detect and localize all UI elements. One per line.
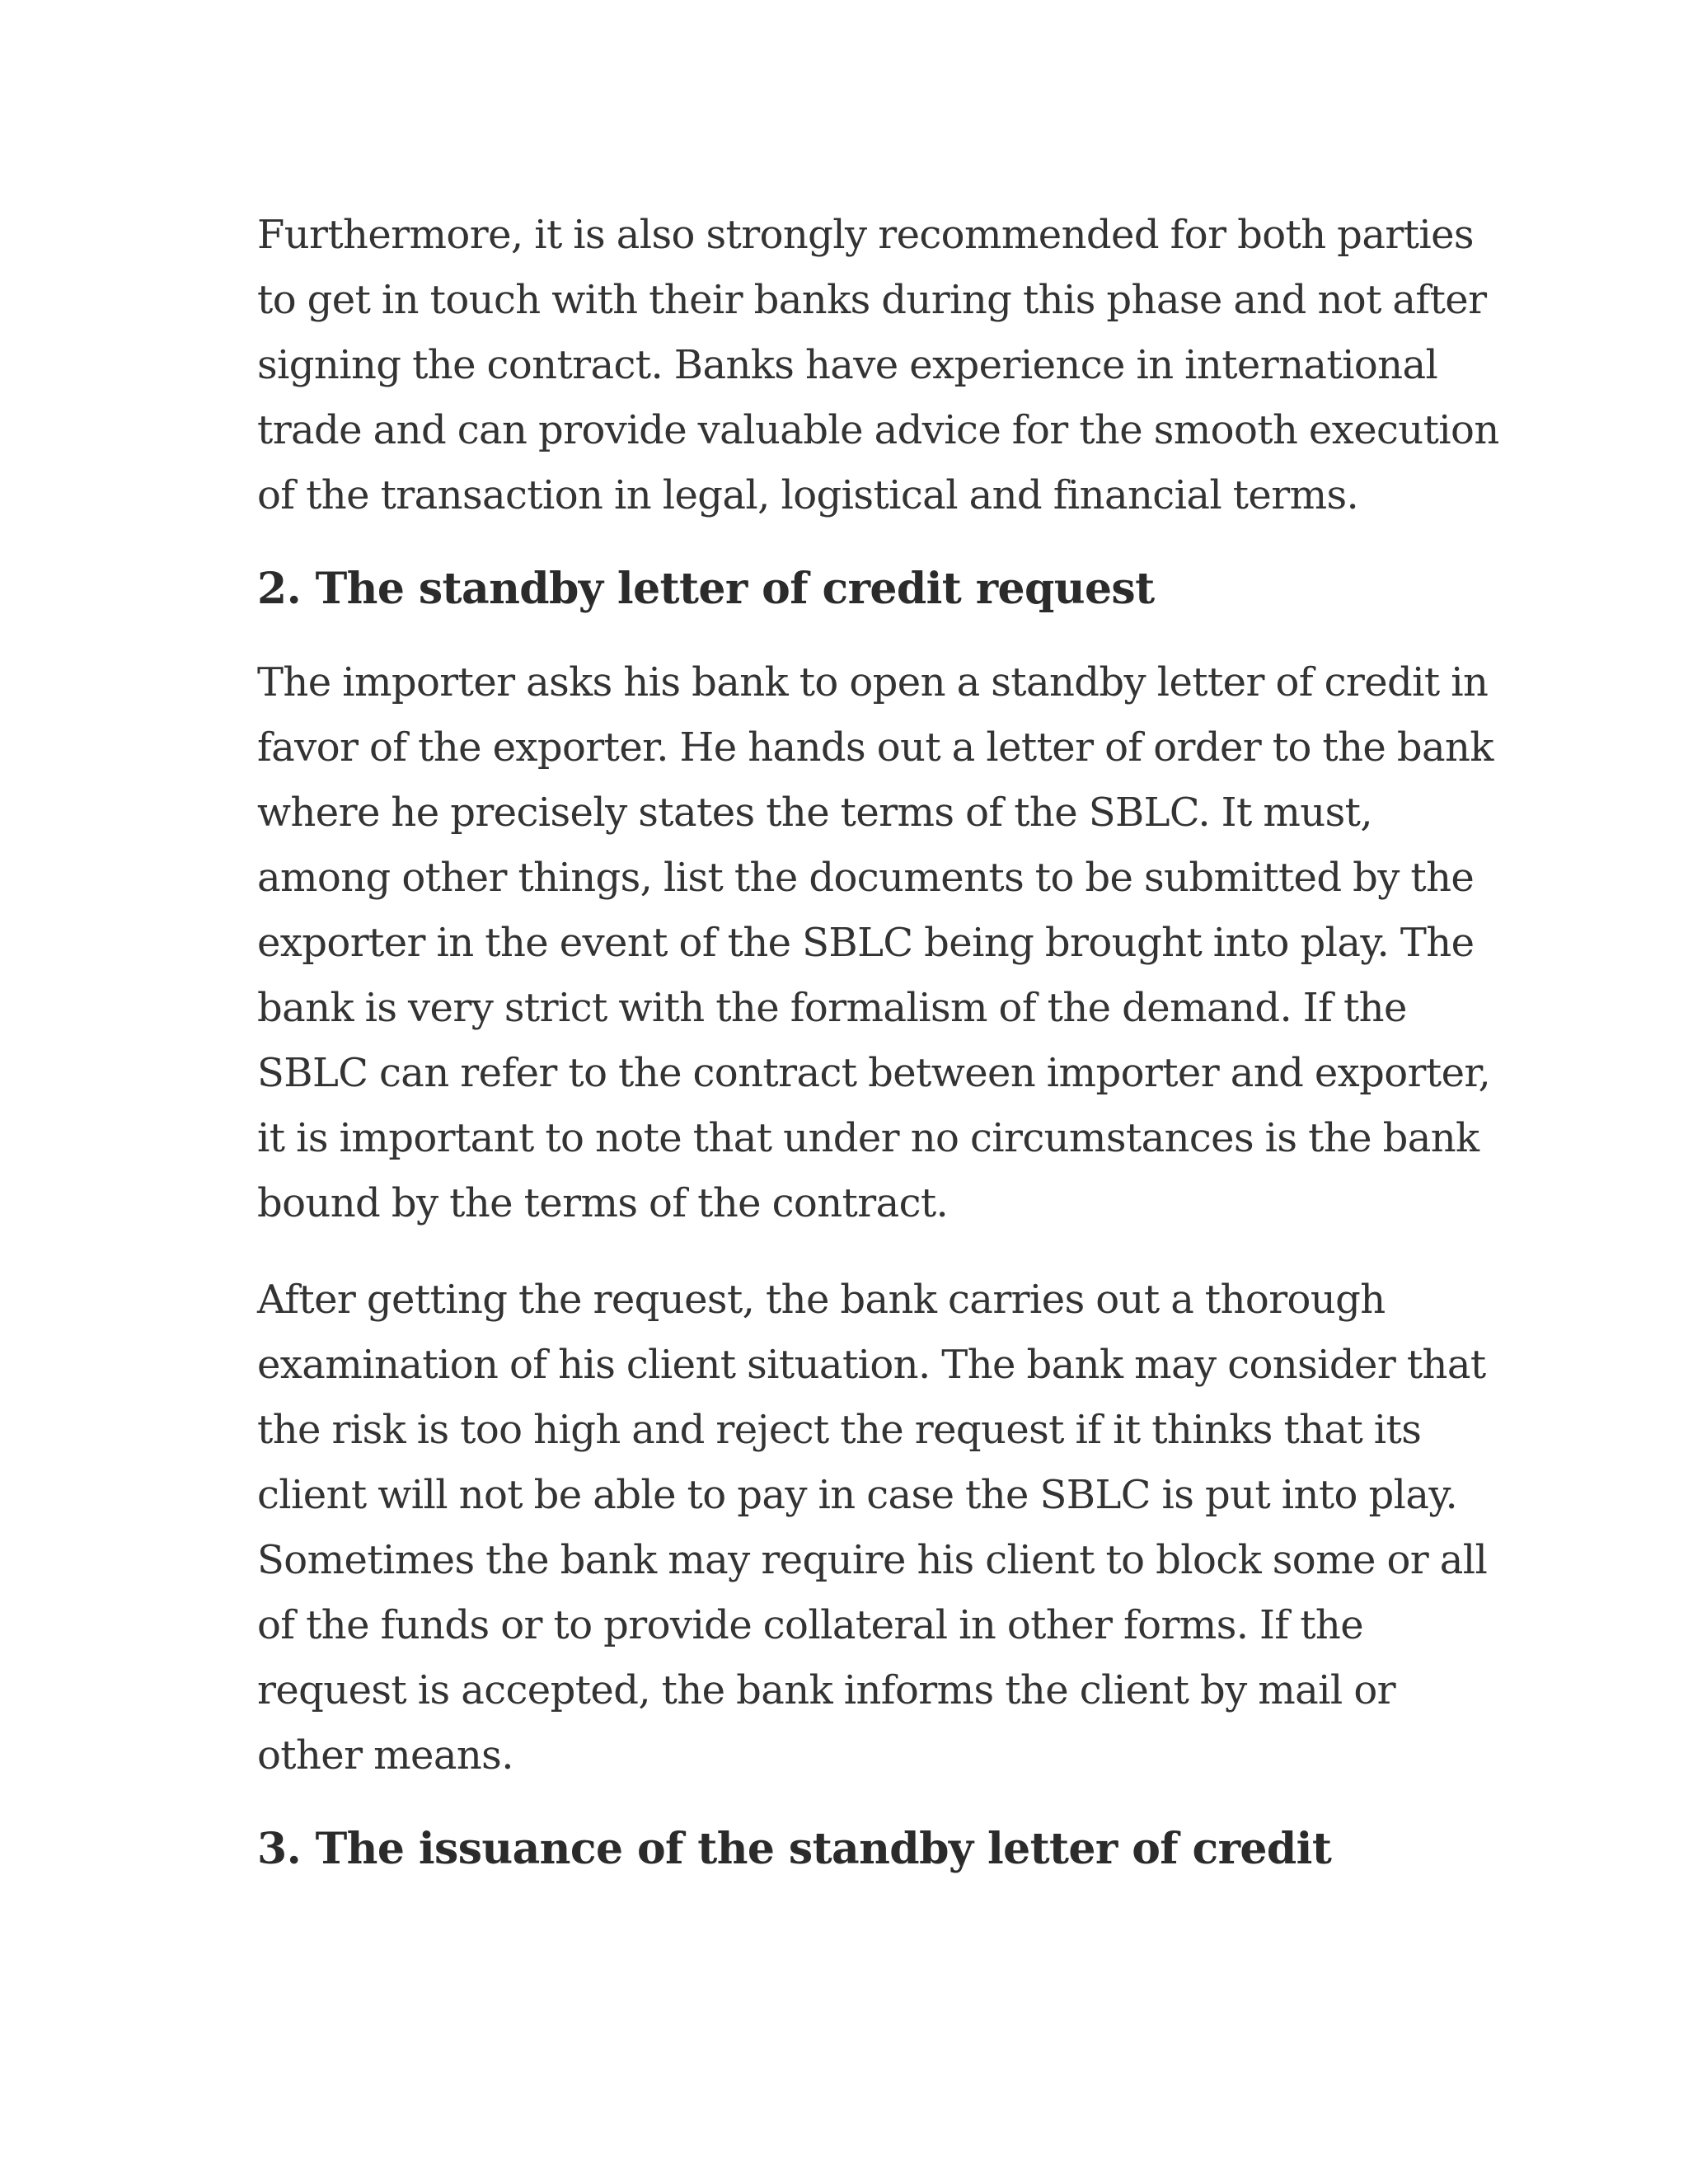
text-line: After getting the request, the bank carries out a thorough [257, 1277, 1386, 1323]
text-line: signing the contract. Banks have experience in international [257, 342, 1438, 388]
text-line: to get in touch with their banks during this phase and not after [257, 277, 1487, 323]
text-line: of the transaction in legal, logistical and financial terms. [257, 472, 1359, 518]
text-line: of the funds or to provide collateral in other forms. If the [257, 1602, 1364, 1648]
text-line: among other things, list the documents to be submitted by the [257, 855, 1475, 901]
text-line: bound by the terms of the contract. [257, 1180, 949, 1226]
text-line: The importer asks his bank to open a standby letter of credit in [257, 659, 1489, 705]
paragraph-bank-advice [257, 203, 1499, 528]
paragraph-bank-examination [257, 1268, 1488, 1788]
text-line: the risk is too high and reject the request if it thinks that its [257, 1407, 1422, 1453]
paragraph-importer-request [257, 650, 1493, 1236]
text-line: where he precisely states the terms of the SBLC. It must, [257, 790, 1372, 836]
text-line: other means. [257, 1732, 513, 1779]
text-line: examination of his client situation. The bank may consider that [257, 1342, 1486, 1388]
text-line: favor of the exporter. He hands out a letter of order to the bank [257, 724, 1493, 771]
text-line: client will not be able to pay in case the SBLC is put into play. [257, 1472, 1458, 1518]
section-heading-sblc-request: 2. The standby letter of credit request [257, 564, 1155, 614]
text-line: Furthermore, it is also strongly recommended for both parties [257, 212, 1474, 258]
document-content [257, 203, 1499, 1910]
text-line: trade and can provide valuable advice for the smooth execution [257, 407, 1499, 453]
text-line: bank is very strict with the formalism of the demand. If the [257, 985, 1407, 1031]
text-line: exporter in the event of the SBLC being brought into play. The [257, 920, 1475, 966]
text-line: SBLC can refer to the contract between importer and exporter, [257, 1050, 1491, 1096]
text-line: it is important to note that under no circumstances is the bank [257, 1115, 1479, 1161]
text-line: Sometimes the bank may require his client to block some or all [257, 1537, 1488, 1583]
text-line: request is accepted, the bank informs the client by mail or [257, 1667, 1395, 1713]
section-heading-sblc-issuance: 3. The issuance of the standby letter of credit [257, 1824, 1332, 1874]
